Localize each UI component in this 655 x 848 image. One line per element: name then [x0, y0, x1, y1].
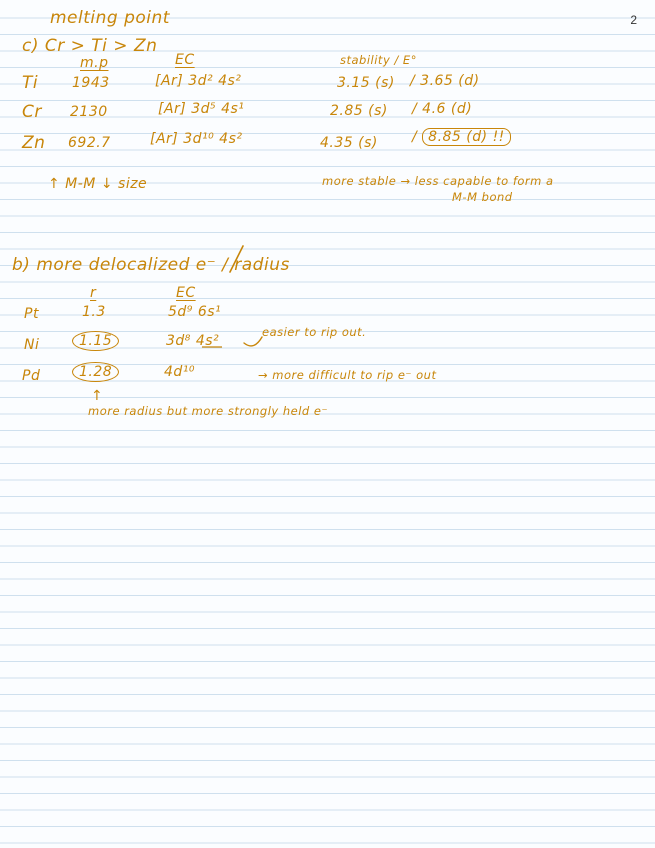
melting-point-order: c) Cr > Ti > Zn: [22, 36, 158, 56]
section-b-heading: b) more delocalized e⁻ / radius: [12, 255, 290, 275]
row-ti-stab-d-value: 3.65 (d): [420, 73, 480, 89]
mm-size-note: ↑ M-M ↓ size: [48, 176, 148, 192]
row-ni-radius-circled: 1.15: [72, 331, 119, 351]
stability-note-line1: more stable → less capable to form a: [322, 174, 554, 188]
row-zn-stab-d-boxed: [422, 128, 511, 146]
row-ni-radius: [72, 333, 119, 349]
row-cr-stab-d-value: 4.6 (d): [422, 101, 473, 117]
stability-note-line2: M-M bond: [452, 190, 513, 204]
row-ni-element: Ni: [24, 337, 40, 353]
row-pd-radius: [72, 364, 119, 380]
row-pd-note: → more difficult to rip e⁻ out: [258, 368, 437, 382]
row-ti-stab-d: / 3.65 (d): [410, 73, 480, 89]
row-ti-ec: [Ar] 3d² 4s²: [155, 73, 242, 89]
row-ni-ec: 3d⁸ 4s²: [166, 333, 220, 349]
radius-footnote: more radius but more strongly held e⁻: [88, 404, 329, 418]
row-pd-radius-circled: 1.28: [72, 362, 119, 382]
up-arrow-icon: ↑: [91, 388, 104, 404]
page-number: 2: [630, 13, 637, 27]
row-zn-stab-d: / 8.85 (d) !!: [412, 129, 511, 145]
row-zn-mp: 692.7: [68, 135, 111, 151]
row-cr-stab-d: / 4.6 (d): [412, 101, 473, 117]
row-cr-element: Cr: [22, 102, 42, 122]
melting-point-heading: melting point: [50, 8, 170, 28]
row-cr-ec: [Ar] 3d⁵ 4s¹: [158, 101, 245, 117]
row-zn-stab-d-value: 8.85 (d): [428, 129, 488, 145]
row-cr-stab-s: 2.85 (s): [330, 103, 388, 119]
row-zn-emphasis: !!: [492, 129, 505, 145]
row-pt-ec: 5d⁹ 6s¹: [168, 304, 222, 320]
row-ni-note: easier to rip out.: [262, 325, 367, 339]
row-pt-element: Pt: [24, 306, 39, 322]
row-ti-element: Ti: [22, 73, 39, 93]
row-pd-element: Pd: [22, 368, 41, 384]
ec-b-column-header: EC: [176, 285, 196, 301]
ec-column-header: EC: [175, 52, 195, 68]
curved-arrow-icon: [244, 337, 262, 346]
row-pd-ec: 4d¹⁰: [164, 364, 196, 380]
radius-column-header: r: [90, 285, 97, 301]
stability-column-header: stability / E°: [340, 53, 417, 67]
row-zn-ec: [Ar] 3d¹⁰ 4s²: [150, 131, 243, 147]
row-cr-mp: 2130: [70, 104, 108, 120]
row-pt-radius: 1.3: [82, 304, 106, 320]
row-ti-stab-s: 3.15 (s): [337, 75, 395, 91]
row-ti-mp: 1943: [72, 75, 110, 91]
row-zn-stab-s: 4.35 (s): [320, 135, 378, 151]
mp-column-header: m.p: [80, 55, 109, 71]
row-zn-element: Zn: [22, 133, 46, 153]
